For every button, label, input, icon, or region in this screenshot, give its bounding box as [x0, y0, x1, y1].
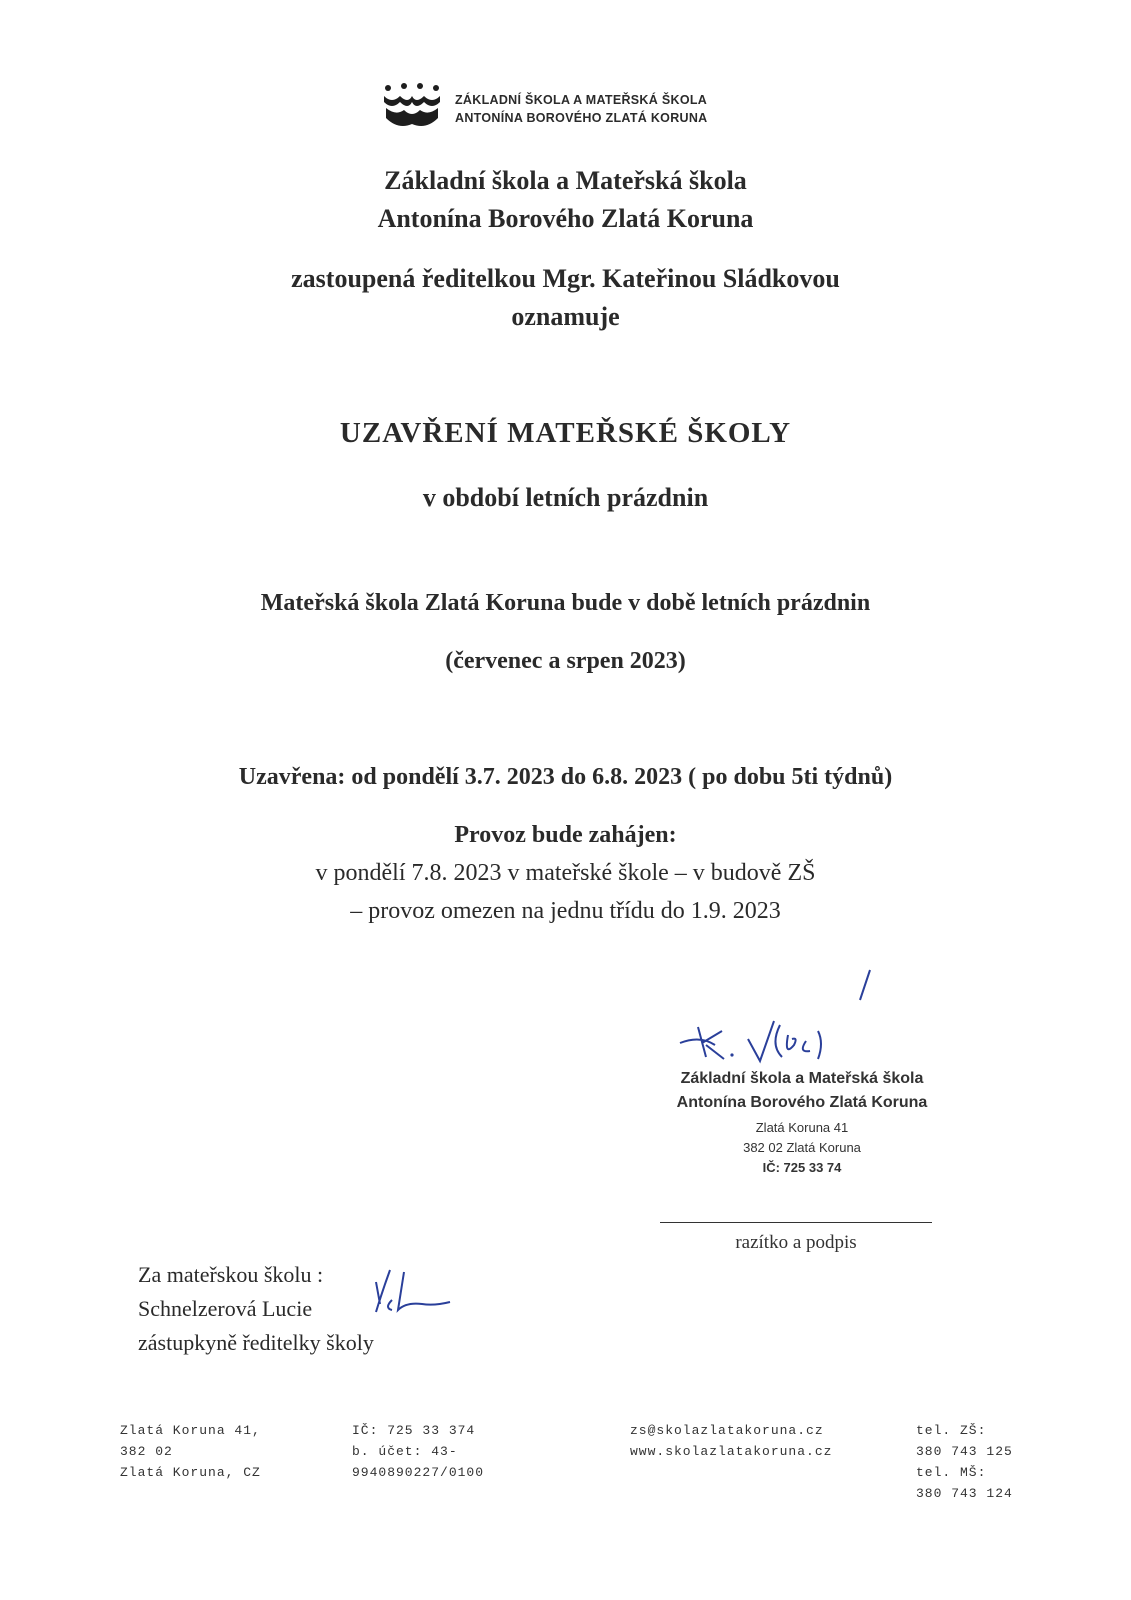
stamp-line1: Základní škola a Mateřská škola: [680, 1070, 924, 1087]
closure-dates: Uzavřena: od pondělí 3.7. 2023 do 6.8. 2023 ( po dobu 5ti týdnů): [238, 764, 893, 790]
footer-address: [120, 1420, 310, 1483]
start-heading: Provoz bude zahájen:: [454, 822, 677, 848]
stamp-line2: Antonína Borového Zlatá Koruna: [676, 1094, 928, 1111]
deputy-line2: Schnelzerová Lucie: [138, 1296, 313, 1321]
crown-logo-icon: [382, 82, 442, 132]
body-line1: Mateřská škola Zlatá Koruna bude v době letních prázdnin: [260, 590, 871, 616]
represented-by: zastoupená ředitelkou Mgr. Kateřinou Sládkovou: [291, 264, 840, 293]
logo-text-line1: ZÁKLADNÍ ŠKOLA A MATEŘSKÁ ŠKOLA: [455, 93, 708, 107]
footer-address-line: Zlatá Koruna, CZ: [120, 1465, 261, 1480]
school-name-line1: Základní škola a Mateřská škola: [384, 166, 747, 195]
deputy-line3: zástupkyně ředitelky školy: [138, 1330, 374, 1355]
notice-subtitle: v období letních prázdnin: [422, 483, 709, 512]
body-line2: (červenec a srpen 2023): [445, 648, 686, 674]
deputy-signature: [362, 1262, 462, 1324]
footer-id-line: 9940890227/0100: [352, 1465, 485, 1480]
signature-line: [660, 1222, 932, 1223]
footer-phones: [916, 1420, 1036, 1504]
start-line2: – provoz omezen na jednu třídu do 1.9. 2023: [350, 898, 781, 924]
deputy-line1: Za mateřskou školu :: [138, 1262, 324, 1287]
footer-id-line: IČ: 725 33 374: [352, 1423, 476, 1438]
footer-website[interactable]: www.skolazlatakoruna.cz: [630, 1444, 833, 1459]
footer-contacts: [630, 1420, 890, 1462]
school-name-line2: Antonína Borového Zlatá Koruna: [377, 204, 754, 233]
announces: oznamuje: [511, 302, 620, 331]
footer-id-line: b. účet: 43-: [352, 1444, 458, 1459]
notice-title: UZAVŘENÍ MATEŘSKÉ ŠKOLY: [339, 417, 792, 449]
start-line1: v pondělí 7.8. 2023 v mateřské škole – v budově ZŠ: [315, 860, 816, 886]
footer-phone-line: 380 743 125: [916, 1444, 1013, 1459]
footer-ids: [352, 1420, 542, 1483]
footer-phone-line: tel. MŠ:: [916, 1465, 987, 1480]
stamp-line5: IČ: 725 33 74: [762, 1160, 842, 1175]
footer-email[interactable]: zs@skolazlatakoruna.cz: [630, 1423, 824, 1438]
footer-phone-line: tel. ZŠ:: [916, 1423, 987, 1438]
signature-caption: razítko a podpis: [735, 1232, 857, 1253]
footer-phone-line: 380 743 124: [916, 1486, 1013, 1501]
stamp-line3: Zlatá Koruna 41: [755, 1120, 849, 1135]
stamp-line4: 382 02 Zlatá Koruna: [743, 1140, 861, 1155]
director-signature: [670, 965, 890, 1070]
footer-address-line: Zlatá Koruna 41,: [120, 1423, 261, 1438]
logo-text-line2: ANTONÍNA BOROVÉHO ZLATÁ KORUNA: [455, 111, 708, 125]
footer-address-line: 382 02: [120, 1444, 173, 1459]
